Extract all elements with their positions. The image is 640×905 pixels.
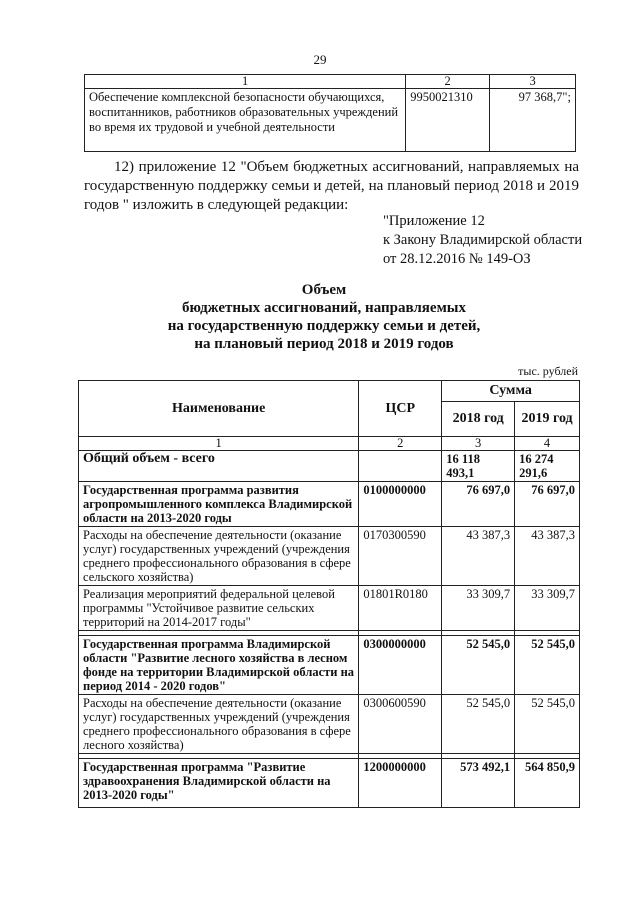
row-code: 9950021310 xyxy=(406,89,490,152)
row-code: 0300000000 xyxy=(359,636,442,695)
row-name: Государственная программа Владимирской области "Развитие лесного хозяйства в лесном фонде на территории Владимирской области на период 2014 - 2020 годов" xyxy=(79,636,359,695)
row-2018: 52 545,0 xyxy=(442,695,515,754)
total-2018: 16 118 493,1 xyxy=(442,451,515,482)
row-amount: 97 368,7"; xyxy=(490,89,576,152)
header-name: Наименование xyxy=(79,381,359,437)
table-header-row xyxy=(79,381,580,402)
col-number-1: 1 xyxy=(85,75,406,89)
table-row xyxy=(79,527,580,586)
header-2019: 2019 год xyxy=(515,402,580,437)
row-code: 0300600590 xyxy=(359,695,442,754)
title-line-2: бюджетных ассигнований, направляемых xyxy=(181,300,467,316)
title-line-4: на плановый период 2018 и 2019 годов xyxy=(194,336,454,352)
row-code: 0100000000 xyxy=(359,482,442,527)
row-2018: 52 545,0 xyxy=(442,636,515,695)
row-2018: 573 492,1 xyxy=(442,759,515,808)
row-2019: 52 545,0 xyxy=(515,695,580,754)
row-2019: 52 545,0 xyxy=(515,636,580,695)
table-row xyxy=(79,759,580,808)
table-row xyxy=(79,586,580,631)
col-number-2: 2 xyxy=(406,75,490,89)
header-2018: 2018 год xyxy=(442,402,515,437)
column-numbers-row xyxy=(79,437,580,451)
row-code: 0170300590 xyxy=(359,527,442,586)
header-sum: Сумма xyxy=(442,381,580,402)
amendment-paragraph xyxy=(84,158,579,215)
row-name: Расходы на обеспечение деятельности (оказание услуг) государственных учреждений (учреждения среднего профессионального образования в сфере лесного хозяйства) xyxy=(79,695,359,754)
table-row xyxy=(79,636,580,695)
row-name: Реализация мероприятий федеральной целевой программы "Устойчивое развитие сельских территорий на 2014-2017 годы" xyxy=(79,586,359,631)
total-name: Общий объем - всего xyxy=(79,451,359,482)
appendix-line-3: от 28.12.2016 № 149-ОЗ xyxy=(383,251,531,267)
col-number-2: 2 xyxy=(359,437,442,451)
row-2018: 43 387,3 xyxy=(442,527,515,586)
row-name: Расходы на обеспечение деятельности (оказание услуг) государственных учреждений (учреждения среднего профессионального образования в сфере сельского хозяйства) xyxy=(79,527,359,586)
row-2018: 76 697,0 xyxy=(442,482,515,527)
row-name: Обеспечение комплексной безопасности обучающихся, воспитанников, работников образовательных учреждений во время их трудовой и учебной деятельности xyxy=(85,89,406,152)
col-number-4: 4 xyxy=(515,437,580,451)
table-row xyxy=(79,695,580,754)
title-line-3: на государственную поддержку семьи и детей, xyxy=(167,318,481,334)
row-2019: 33 309,7 xyxy=(515,586,580,631)
total-2019: 16 274 291,6 xyxy=(515,451,580,482)
appendix-line-1: "Приложение 12 xyxy=(383,213,485,229)
appendix-line-2: к Закону Владимирской области xyxy=(383,232,583,248)
row-code: 01801R0180 xyxy=(359,586,442,631)
row-code: 1200000000 xyxy=(359,759,442,808)
col-number-1: 1 xyxy=(79,437,359,451)
continuation-table xyxy=(84,74,576,152)
total-row xyxy=(79,451,580,482)
table-row xyxy=(85,89,576,152)
units-label: тыс. рублей xyxy=(518,364,578,378)
col-number-3: 3 xyxy=(442,437,515,451)
continuation-table-header xyxy=(85,75,576,89)
col-number-3: 3 xyxy=(490,75,576,89)
table-row xyxy=(79,482,580,527)
row-2018: 33 309,7 xyxy=(442,586,515,631)
header-code: ЦСР xyxy=(359,381,442,437)
total-code xyxy=(359,451,442,482)
row-2019: 76 697,0 xyxy=(515,482,580,527)
budget-table xyxy=(78,380,580,808)
page-number: 29 xyxy=(313,52,327,67)
row-2019: 564 850,9 xyxy=(515,759,580,808)
row-2019: 43 387,3 xyxy=(515,527,580,586)
row-name: Государственная программа развития агропромышленного комплекса Владимирской области на 2013-2020 годы xyxy=(79,482,359,527)
amendment-text: 12) приложение 12 "Объем бюджетных ассигнований, направляемых на государственную поддержку семьи и детей, на плановый период 2018 и 2019 годов " изложить в следующей редакции: xyxy=(84,159,579,213)
title-line-1: Объем xyxy=(301,282,347,298)
row-name: Государственная программа "Развитие здравоохранения Владимирской области на 2013-2020 годы" xyxy=(79,759,359,808)
